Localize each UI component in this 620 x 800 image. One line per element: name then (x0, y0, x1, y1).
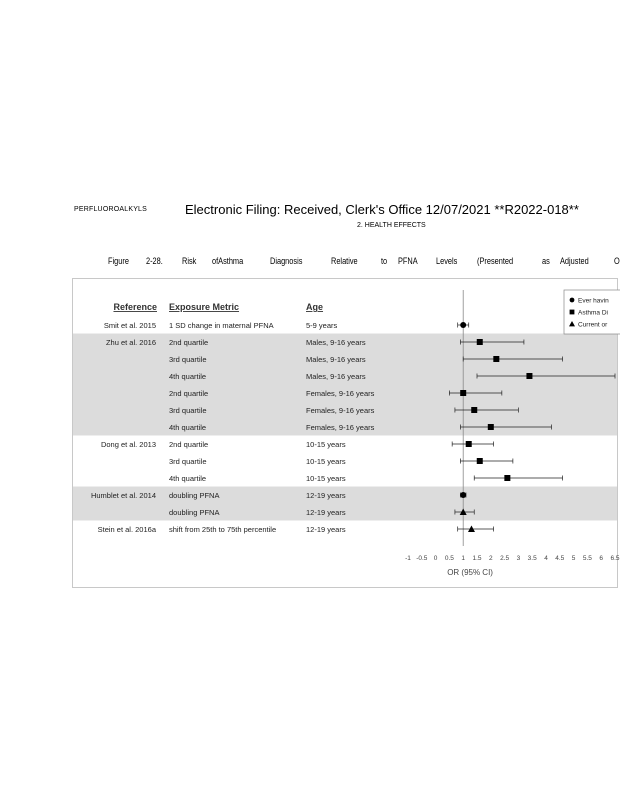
estimate-square (471, 407, 477, 413)
estimate-square (504, 475, 510, 481)
x-tick-label: 6 (599, 555, 604, 562)
x-tick-label: 6.5 (610, 555, 620, 562)
row-reference: Smit et al. 2015 (103, 321, 156, 330)
x-tick-label: 1 (461, 555, 466, 562)
x-tick-label: -0.5 (416, 555, 428, 562)
column-header-reference: Reference (113, 302, 157, 312)
caption-word: Risk (182, 256, 197, 266)
legend-label: Current or (578, 321, 608, 329)
x-tick-label: 0 (433, 555, 438, 562)
row-age: 12-19 years (306, 525, 346, 534)
header-section-label: PERFLUOROALKYLS (74, 206, 148, 213)
row-exposure: 3rd quartile (169, 355, 207, 364)
row-reference: Humblet et al. 2014 (90, 491, 156, 500)
row-reference: Stein et al. 2016a (97, 525, 156, 534)
x-tick-label: 0.5 (444, 555, 454, 562)
x-tick-label: 4.5 (555, 555, 565, 562)
row-exposure: 3rd quartile (169, 457, 207, 466)
legend-label: Ever havin (578, 297, 609, 305)
row-exposure: 3rd quartile (169, 406, 207, 415)
row-age: Males, 9-16 years (306, 355, 366, 364)
x-axis-label: OR (95% CI) (447, 568, 493, 577)
row-age: 10-15 years (306, 457, 346, 466)
row-exposure: 4th quartile (169, 423, 207, 432)
row-exposure: 2nd quartile (169, 440, 209, 449)
row-age: 5-9 years (306, 321, 338, 330)
x-tick-label: 1.5 (472, 555, 482, 562)
caption-word: Levels (436, 256, 458, 266)
row-reference: Dong et al. 2013 (100, 440, 156, 449)
row-age: Males, 9-16 years (306, 372, 366, 381)
x-tick-label: 2 (488, 555, 493, 562)
forest-plot (72, 278, 618, 588)
row-age: Females, 9-16 years (306, 423, 375, 432)
row-exposure: doubling PFNA (169, 508, 220, 517)
caption-word: Adjusted (560, 256, 589, 266)
x-tick-label: 3 (516, 555, 521, 562)
row-exposure: shift from 25th to 75th percentile (169, 525, 277, 534)
row-exposure: doubling PFNA (169, 491, 220, 500)
row-age: Females, 9-16 years (306, 389, 375, 398)
row-exposure: 4th quartile (169, 474, 207, 483)
estimate-circle (460, 322, 466, 328)
estimate-square (466, 441, 472, 447)
x-tick-label: 4 (544, 555, 548, 562)
legend-marker-square (570, 310, 575, 315)
row-age: 10-15 years (306, 474, 346, 483)
row-age: Females, 9-16 years (306, 406, 375, 415)
row-reference: Zhu et al. 2016 (105, 338, 156, 347)
filing-stamp: Electronic Filing: Received, Clerk's Office 12/07/2021 **R2022-018** (185, 202, 579, 217)
estimate-square (477, 458, 483, 464)
estimate-square (460, 390, 466, 396)
x-tick-label: -1 (405, 555, 411, 562)
legend-label: Asthma Di (578, 309, 608, 317)
row-age: 12-19 years (306, 508, 346, 517)
column-header-exposure: Exposure Metric (169, 302, 240, 312)
estimate-square (526, 373, 532, 379)
row-age: 12-19 years (306, 491, 346, 500)
row-age: 10-15 years (306, 440, 346, 449)
row-exposure: 4th quartile (169, 372, 207, 381)
estimate-square (477, 339, 483, 345)
x-tick-label: 3.5 (527, 555, 537, 562)
caption-word: Figure (108, 256, 129, 266)
caption-word: 2-28. (146, 256, 163, 266)
caption-word: Relative (331, 256, 358, 266)
caption-word: (Presented (477, 256, 514, 266)
row-age: Males, 9-16 years (306, 338, 366, 347)
estimate-circle (460, 492, 466, 498)
column-header-age: Age (306, 302, 324, 312)
caption-word: Diagnosis (270, 256, 303, 266)
row-exposure: 1 SD change in maternal PFNA (169, 321, 274, 330)
legend-marker-circle (570, 298, 575, 303)
caption-word: as (542, 256, 550, 266)
estimate-square (488, 424, 494, 430)
estimate-square (493, 356, 499, 362)
caption-word: PFNA (398, 256, 418, 266)
chapter-heading: 2. HEALTH EFFECTS (357, 222, 426, 229)
x-tick-label: 5.5 (582, 555, 592, 562)
caption-word: O (614, 256, 620, 266)
x-tick-label: 5 (571, 555, 576, 562)
x-tick-label: 2.5 (500, 555, 510, 562)
caption-word: ofAsthma (212, 256, 244, 266)
caption-word: to (381, 256, 388, 266)
row-exposure: 2nd quartile (169, 389, 209, 398)
row-band (73, 334, 617, 436)
row-exposure: 2nd quartile (169, 338, 209, 347)
